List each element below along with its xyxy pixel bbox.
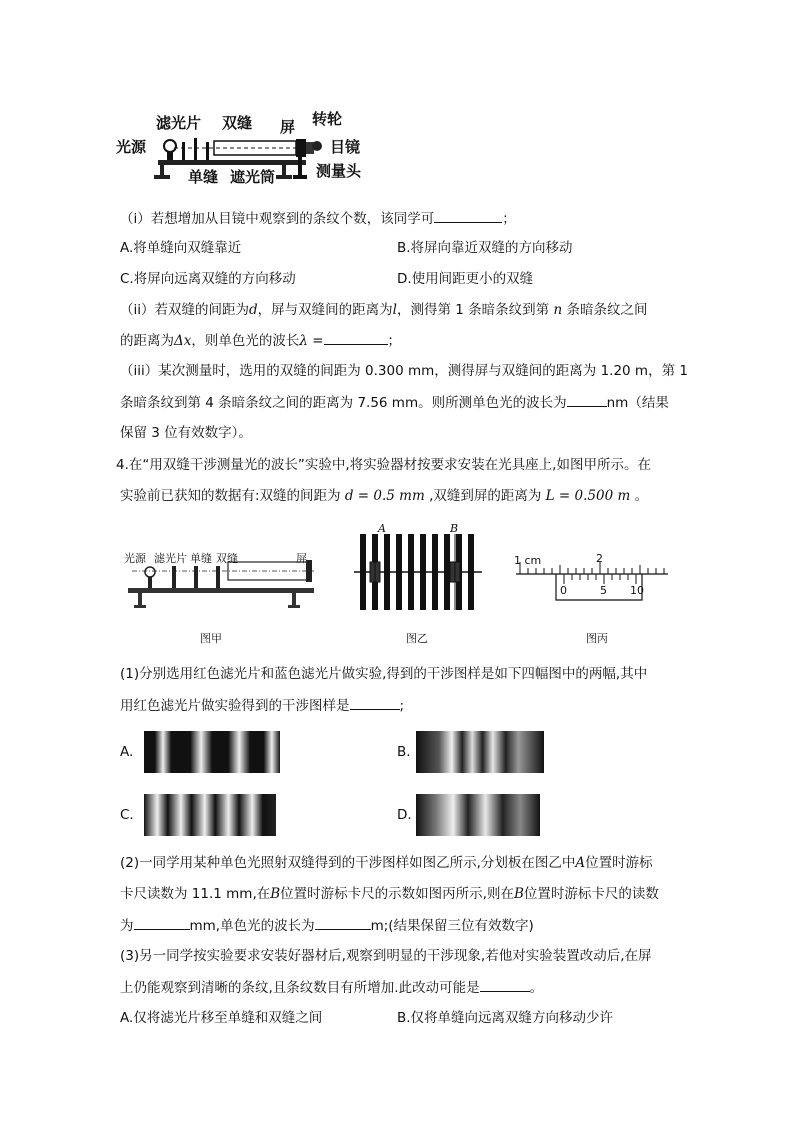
label-single-slit: 单缝 bbox=[188, 168, 219, 186]
fringes-yi-drawing bbox=[354, 522, 484, 612]
jia-label-double-slit: 双缝 bbox=[216, 552, 238, 565]
answer-blank[interactable] bbox=[350, 695, 400, 710]
q3-iii-line1: （iii）某次测量时，选用的双缝的间距为 0.300 mm，测得屏与双缝间的距离为 1.20 m，第 1 bbox=[120, 363, 688, 379]
bing-label-5: 5 bbox=[600, 584, 607, 597]
q4-p3-line1: (3)另一同学按实验要求安装好器材后,观察到明显的干涉现象,若他对实验装置改动后,在屏 bbox=[120, 948, 652, 964]
jia-label-filter: 滤光片 bbox=[154, 552, 187, 565]
caption-jia: 图甲 bbox=[200, 632, 222, 645]
q4-p1-line1: (1)分别选用红色滤光片和蓝色滤光片做实验,得到的干涉图样是如下四幅图中的两幅,其中 bbox=[120, 666, 648, 682]
pattern-option-c-label[interactable]: C. bbox=[120, 807, 134, 823]
figure-jia bbox=[124, 546, 320, 646]
q4-line2: 实验前已获知的数据有:双缝的间距为 d = 0.5 mm ,双缝到屏的距离为 L = 0.500 m 。 bbox=[120, 488, 649, 504]
q4-line1: 4.在“用双缝干涉测量光的波长”实验中,将实验器材按要求安装在光具座上,如图甲所示。在 bbox=[116, 457, 651, 473]
label-wheel: 转轮 bbox=[312, 110, 343, 128]
option-b[interactable]: B.将屏向靠近双缝的方向移动 bbox=[397, 240, 573, 256]
bing-label-10: 10 bbox=[630, 584, 644, 597]
pattern-option-b-label[interactable]: B. bbox=[397, 744, 411, 760]
q3-ii-line2: 的距离为Δx，则单色光的波长λ = ； bbox=[120, 330, 401, 351]
answer-blank[interactable] bbox=[567, 392, 607, 407]
fringe-pattern-a[interactable] bbox=[144, 731, 280, 773]
label-measuring-head: 测量头 bbox=[316, 162, 362, 180]
label-screen: 屏 bbox=[280, 118, 296, 136]
option-d[interactable]: D.使用间距更小的双缝 bbox=[397, 271, 534, 287]
answer-blank[interactable] bbox=[315, 915, 371, 930]
bing-label-2: 2 bbox=[596, 552, 603, 565]
figure-bing bbox=[512, 552, 672, 646]
answer-blank[interactable] bbox=[134, 915, 190, 930]
yi-label-a: A bbox=[378, 522, 386, 535]
jia-label-light-source: 光源 bbox=[124, 552, 146, 565]
p3-option-a[interactable]: A.仅将滤光片移至单缝和双缝之间 bbox=[120, 1010, 323, 1026]
q3-iii-line3: 保留 3 位有效数字）。 bbox=[120, 425, 252, 441]
label-filter: 滤光片 bbox=[156, 114, 202, 132]
pattern-option-a-label[interactable]: A. bbox=[120, 744, 134, 760]
pattern-option-d-label[interactable]: D. bbox=[397, 807, 412, 823]
fringe-pattern-d[interactable] bbox=[416, 794, 540, 836]
q4-p2-line1: (2)一同学用某种单色光照射双缝得到的干涉图样如图乙所示,分划板在图乙中A位置时游标 bbox=[120, 855, 653, 871]
apparatus-figure-top bbox=[110, 108, 370, 188]
label-light-source: 光源 bbox=[116, 138, 147, 156]
option-a[interactable]: A.将单缝向双缝靠近 bbox=[120, 240, 242, 256]
option-c[interactable]: C.将屏向远离双缝的方向移动 bbox=[120, 271, 296, 287]
yi-label-b: B bbox=[450, 522, 459, 535]
caption-bing: 图丙 bbox=[586, 632, 608, 645]
q3-iii-line2: 条暗条纹到第 4 条暗条纹之间的距离为 7.56 mm。则所测单色光的波长为 nm（结果 bbox=[120, 392, 669, 413]
q4-p1-line2: 用红色滤光片做实验得到的干涉图样是 ; bbox=[120, 695, 404, 716]
bing-label-0: 0 bbox=[560, 584, 567, 597]
bing-label-cm: 1 cm bbox=[514, 554, 542, 567]
caption-yi: 图乙 bbox=[406, 632, 428, 645]
jia-label-screen: 屏 bbox=[296, 552, 307, 565]
q3-ii-line1: （ii）若双缝的间距为d，屏与双缝间的距离为l，测得第 1 条暗条纹到第 n 条暗条纹之间 bbox=[120, 302, 648, 318]
label-eyepiece: 目镜 bbox=[330, 138, 361, 156]
label-tube: 遮光筒 bbox=[230, 168, 276, 186]
q4-p2-line3: 为 mm,单色光的波长为 m;(结果保留三位有效数字) bbox=[120, 915, 534, 936]
q4-p2-line2: 卡尺读数为 11.1 mm,在B位置时游标卡尺的示数如图丙所示,则在B位置时游标卡尺的读数 bbox=[120, 886, 659, 902]
q3-i-line: （i）若想增加从目镜中观察到的条纹个数，该同学可 ； bbox=[120, 208, 516, 229]
q4-p3-line2: 上仍能观察到清晰的条纹,且条纹数目有所增加.此改动可能是 。 bbox=[120, 977, 543, 998]
p3-option-b[interactable]: B.仅将单缝向远离双缝方向移动少许 bbox=[397, 1010, 614, 1026]
fringe-pattern-c[interactable] bbox=[144, 794, 276, 836]
jia-label-single-slit: 单缝 bbox=[190, 552, 212, 565]
label-double-slit: 双缝 bbox=[222, 114, 253, 132]
figure-yi bbox=[354, 522, 484, 646]
answer-blank[interactable] bbox=[480, 977, 530, 992]
answer-blank[interactable] bbox=[324, 330, 388, 345]
answer-blank[interactable] bbox=[434, 208, 502, 223]
fringe-pattern-b[interactable] bbox=[416, 731, 544, 773]
